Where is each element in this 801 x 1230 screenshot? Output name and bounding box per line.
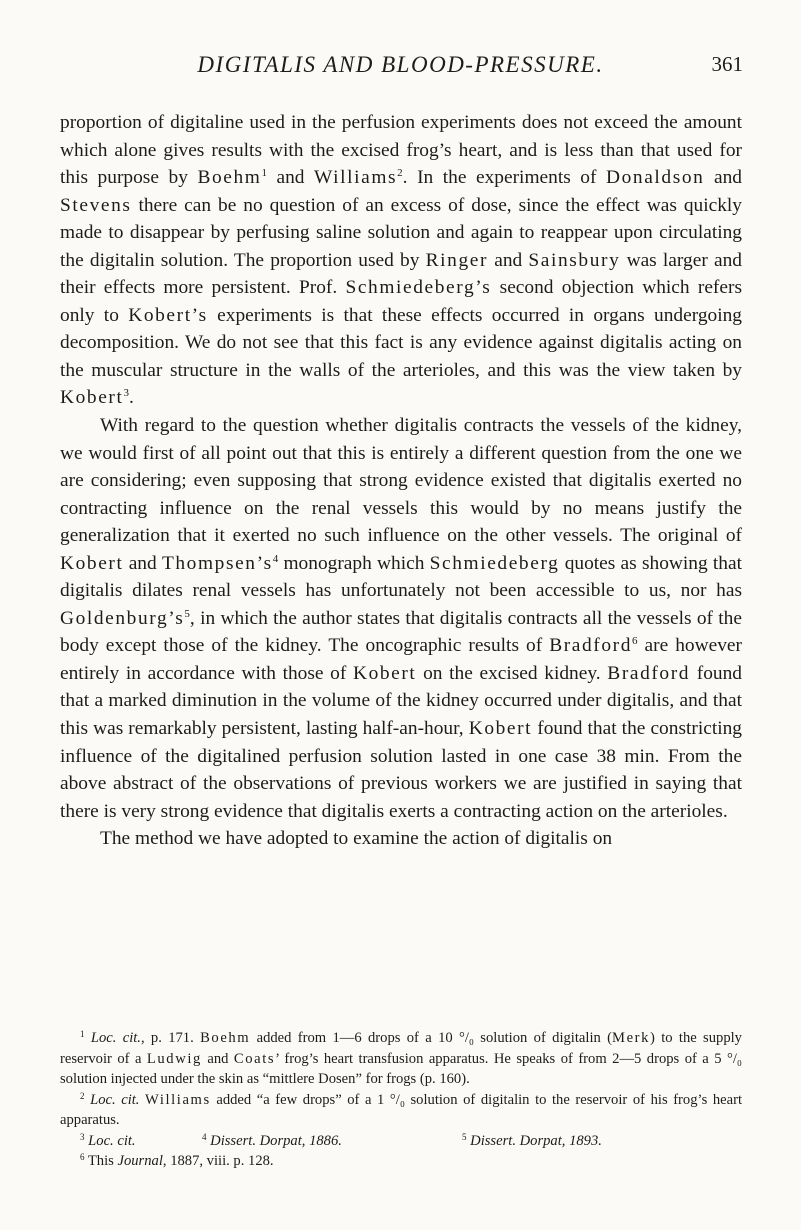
author-name: Goldenburg’s <box>60 607 185 629</box>
author-name: Williams <box>314 167 398 189</box>
author-name: Kobert <box>60 552 124 574</box>
footnote-3: $^3$ Loc. cit. <box>80 1131 136 1149</box>
footnote-ref: 3 <box>123 387 129 400</box>
author-name: Sainsbury <box>528 249 621 271</box>
footnote-6: $^6$ This Journal, 1887, viii. p. 128. <box>80 1152 274 1169</box>
author-name: Stevens <box>60 194 132 216</box>
footnotes-3-5 <box>60 1131 742 1152</box>
author-name: Bradford <box>607 662 691 684</box>
footnote-2: $^2$ Loc. cit. Williams added “a few drops” of a 1 °/₀ solution of digitalin to the reservoir of his frog’s heart apparatus. <box>60 1090 742 1128</box>
footnote-ref: 6 <box>632 635 638 648</box>
author-name: Bradford <box>549 635 633 657</box>
footnote-5: $^5$ Dissert. Dorpat, 1893. <box>462 1131 602 1149</box>
author-name: Kobert’s <box>128 304 208 326</box>
author-name: Boehm <box>197 167 262 189</box>
footnote-4: $^4$ Dissert. Dorpat, 1886. <box>202 1131 342 1149</box>
author-name: Kobert <box>352 662 417 684</box>
main-text <box>60 109 742 853</box>
author-name: Donaldson <box>606 167 705 189</box>
footnotes <box>60 1028 742 1172</box>
page-header <box>0 52 801 82</box>
author-name: Thompsen’s <box>161 552 273 574</box>
footnote-1: $^1$ Loc. cit., p. 171. Boehm added from 1—6 drops of a 10 °/₀ solution of digitalin (Merk) to the supply reservoir of a Ludwig and Coats’ frog’s heart transfusion apparatus. He speaks of from 2—5 drops of a 5 °/₀ solution injected under the skin as “mittlere Dosen” for frogs (p. 160). <box>60 1029 742 1087</box>
running-title: DIGITALIS AND BLOOD-PRESSURE. <box>197 52 604 77</box>
footnote-ref: 1 <box>261 167 267 180</box>
footnote-ref: 5 <box>184 607 190 620</box>
author-name: Kobert <box>468 718 533 740</box>
author-name: Schmiedeberg <box>429 552 560 574</box>
author-name: Schmiedeberg’s <box>345 277 492 299</box>
paragraph-1: proportion of digitaline used in the perfusion experiments does not exceed the amount which alone gives results with the excised frog’s heart, and is less than that used for this purpose by Boehm$^1$ and Williams$^2$. In the experiments of Donaldson and Stevens there can be no question of an excess of dose, since the effect was quickly made to disappear by perfusing saline solution and again to reappear upon circulating the digitalin solution. The proportion used by Ringer and Sainsbury was larger and their effects more persistent. Prof. Schmiedeberg’s second objection which refers only to Kobert’s experiments is that these effects occurred in organs undergoing decomposition. We do not see that this fact is any evidence against digitalis acting on the muscular structure in the walls of the arterioles, and this was the view taken by Kobert$^3$. <box>60 112 742 409</box>
paragraph-3: The method we have adopted to examine the action of digitalis on <box>100 828 613 850</box>
footnote-ref: 2 <box>397 167 403 180</box>
author-name: Ringer <box>425 249 489 271</box>
paragraph-2: With regard to the question whether digitalis contracts the vessels of the kidney, we would first of all point out that this is entirely a different question from the one we are considering; even supposing that strong evidence existed that digitalis exerted no contracting influence on the renal vessels this would by no means justify the generalization that it exerted no such influence on the other vessels. The original of Kobert and $Thompsen’s^4$ monograph which Schmiedeberg quotes as showing that digitalis dilates renal vessels has unfortunately not been accessible to us, nor has $Goldenburg’s^5$, in which the author states that digitalis contracts all the vessels of the body except those of the kidney. The oncographic results of Bradford$^6$ are however entirely in accordance with those of Kobert on the excised kidney. Bradford found that a marked diminution in the volume of the kidney occurred under digitalis, and that this was remarkably persistent, lasting half-an-hour, Kobert found that the constricting influence of the digitalined perfusion solution lasted in one case 38 min. From the above abstract of the observations of previous workers we are justified in saying that there is very strong evidence that digitalis exerts a contracting action on the arterioles. <box>60 415 742 822</box>
author-name: Kobert <box>60 387 124 409</box>
footnote-ref: 4 <box>272 552 279 565</box>
page-number: 361 <box>711 52 743 76</box>
